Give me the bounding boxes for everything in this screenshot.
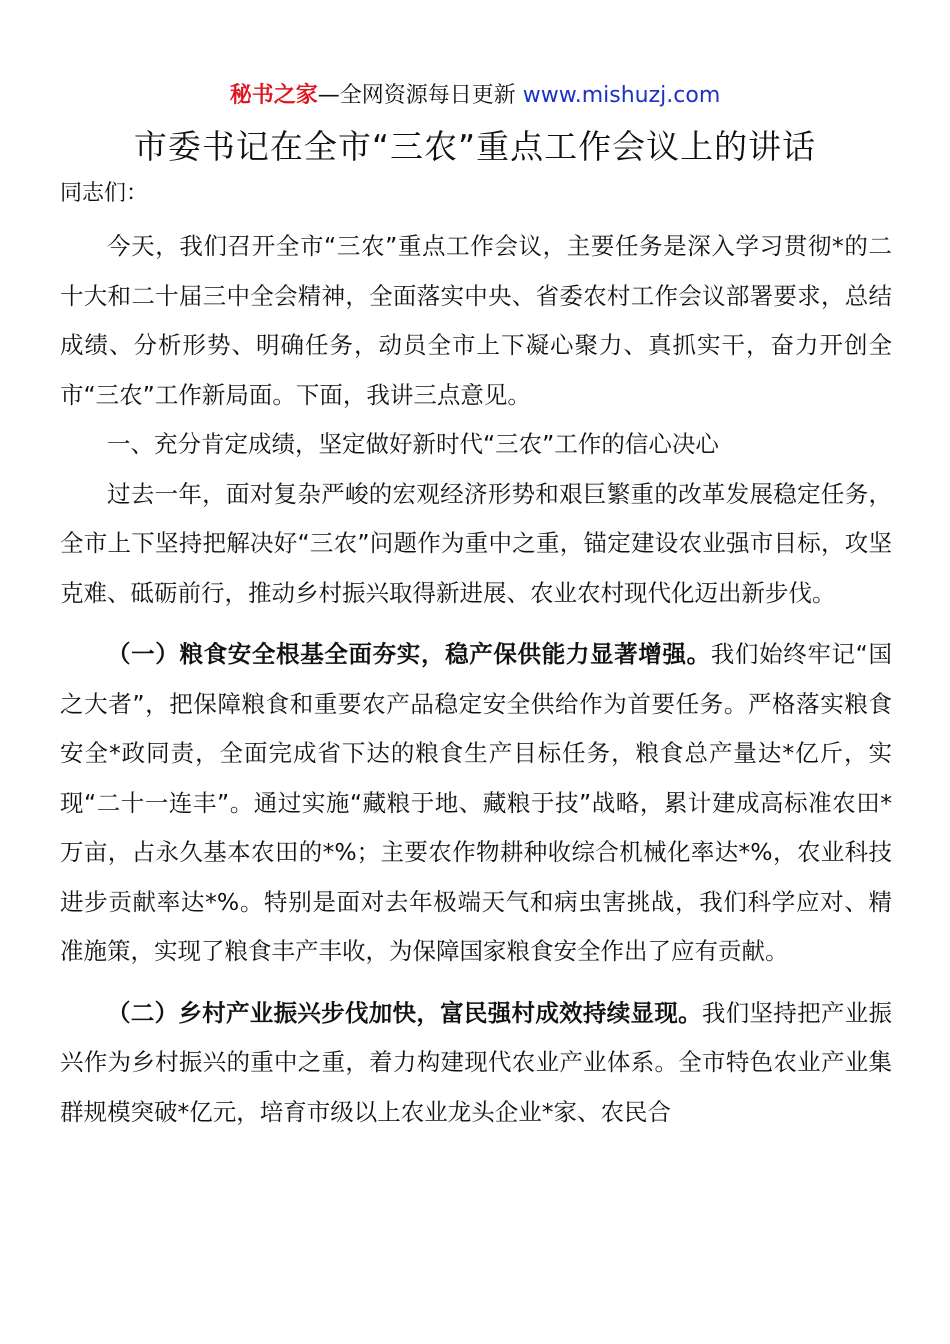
paragraph-overview — [60, 470, 892, 619]
paragraph-text: 我们始终牢记“国之大者”，把保障粮食和重要农产品稳定安全供给作为首要任务。严格落实粮食安全*政同责，全面完成省下达的粮食生产目标任务，粮食总产量达*亿斤，实现“二十一连丰”。通过实施“藏粮于地、藏粮于技”战略，累计建成高标准农田*万亩，占永久基本农田的*%；主要农作物耕种收综合机械化率达*%，农业科技进步贡献率达*%。特别是面对去年极端天气和病虫害挑战，我们科学应对、精准施策，实现了粮食丰产丰收，为保障国家粮食安全作出了应有贡献。 — [60, 640, 892, 965]
paragraph-intro — [60, 222, 892, 420]
site-banner — [0, 80, 950, 112]
banner-brand: 秘书之家 — [229, 83, 318, 108]
banner-tagline: —全网资源每日更新 — [317, 83, 523, 108]
paragraph-text: 过去一年，面对复杂严峻的宏观经济形势和艰巨繁重的改革发展稳定任务，全市上下坚持把解决好“三农”问题作为重中之重，锚定建设农业强市目标，攻坚克难、砥砺前行，推动乡村振兴取得新进展、农业农村现代化迈出新步伐。 — [60, 479, 892, 607]
subheading-bold: （一）粮食安全根基全面夯实，稳产保供能力显著增强。 — [107, 640, 711, 668]
paragraph-grain-security — [60, 630, 892, 977]
salutation: 同志们： — [60, 181, 149, 206]
heading-text: 一、充分肯定成绩，坚定做好新时代“三农”工作的信心决心 — [107, 430, 719, 458]
subheading-bold: （二）乡村产业振兴步伐加快，富民强村成效持续显现。 — [107, 998, 702, 1027]
document-body — [60, 222, 892, 1137]
paragraph-text: 今天，我们召开全市“三农”重点工作会议，主要任务是深入学习贯彻*的二十大和二十届三中全会精神，全面落实中央、省委农村工作会议部署要求，总结成绩、分析形势、明确任务，动员全市上下凝心聚力、真抓实干，奋力开创全市“三农”工作新局面。下面，我讲三点意见。 — [60, 232, 892, 409]
section-heading-1 — [60, 420, 892, 470]
document-title: 市委书记在全市“三农”重点工作会议上的讲话 — [133, 127, 817, 166]
banner-url-link[interactable]: www.mishuzj.com — [522, 83, 721, 108]
paragraph-rural-industry — [60, 989, 892, 1138]
paragraph-text: 我们坚持把产业振兴作为乡村振兴的重中之重，着力构建现代农业产业体系。全市特色农业产业集群规模突破*亿元，培育市级以上农业龙头企业*家、农民合 — [60, 998, 892, 1126]
